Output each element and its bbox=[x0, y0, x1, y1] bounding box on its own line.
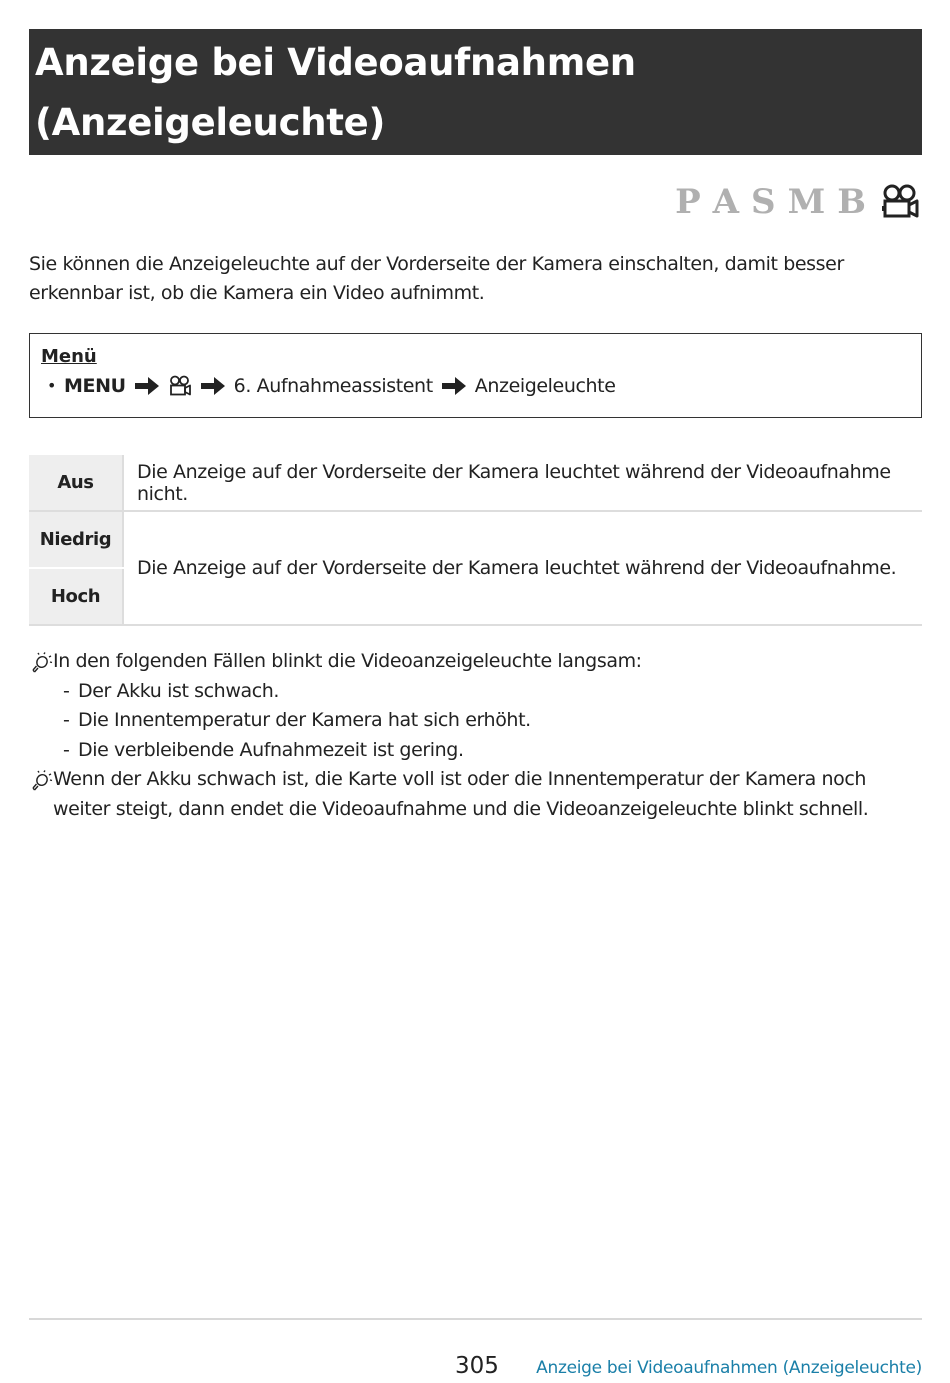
note-text: Wenn der Akku schwach ist, die Karte voll ist oder die Innentemperatur der Kamera noch weiter steigt, dann endet die Videoaufnahme und die Videoanzeigeleuchte blinkt schnell. bbox=[53, 768, 869, 820]
option-aus: Aus bbox=[29, 455, 123, 511]
option-niedrig: Niedrig bbox=[29, 511, 123, 568]
list-item-text: Der Akku ist schwach. bbox=[78, 679, 280, 702]
arrow-right-icon bbox=[134, 376, 160, 396]
list-item-text: Die Innentemperatur der Kamera hat sich erhöht. bbox=[78, 709, 531, 731]
menu-box bbox=[29, 333, 922, 418]
option-description: Die Anzeige auf der Vorderseite der Kamera leuchtet während der Videoaufnahme. bbox=[123, 511, 922, 625]
page-title-bar bbox=[29, 29, 922, 155]
lightbulb-tip-icon bbox=[29, 652, 53, 676]
list-item bbox=[29, 706, 922, 736]
movie-camera-icon bbox=[880, 184, 920, 220]
dash: - bbox=[63, 679, 70, 702]
menu-step-tab: 6. Aufnahmeassistent bbox=[233, 375, 433, 397]
note-text: In den folgenden Fällen blinkt die Videoanzeigeleuchte langsam: bbox=[53, 650, 642, 672]
mode-s: S bbox=[751, 182, 776, 222]
section-link[interactable]: Anzeige bei Videoaufnahmen (Anzeigeleuchte) bbox=[536, 1358, 922, 1378]
option-hoch: Hoch bbox=[29, 568, 123, 625]
menu-step-item: Anzeigeleuchte bbox=[474, 375, 616, 397]
arrow-right-icon bbox=[200, 376, 226, 396]
mode-b: B bbox=[837, 182, 866, 222]
movie-tab-icon bbox=[168, 375, 192, 397]
menu-path bbox=[41, 371, 910, 401]
menu-heading: Menü bbox=[41, 346, 97, 367]
menu-key: MENU bbox=[64, 375, 126, 397]
footer-divider bbox=[29, 1318, 922, 1320]
list-item bbox=[29, 736, 922, 766]
table-row bbox=[29, 455, 922, 511]
dash: - bbox=[63, 709, 70, 731]
page-title-line1: Anzeige bei Videoaufnahmen bbox=[35, 41, 636, 84]
settings-table bbox=[29, 455, 922, 626]
page-number: 305 bbox=[455, 1353, 499, 1379]
tip-note bbox=[29, 647, 922, 677]
mode-p: P bbox=[675, 182, 701, 222]
tip-note bbox=[29, 765, 922, 824]
mode-m: M bbox=[787, 182, 826, 222]
lightbulb-tip-icon bbox=[29, 770, 53, 794]
option-description: Die Anzeige auf der Vorderseite der Kamera leuchtet während der Videoaufnahme nicht. bbox=[123, 455, 922, 511]
shooting-modes bbox=[675, 180, 920, 224]
page-title-line2: (Anzeigeleuchte) bbox=[35, 101, 386, 144]
bullet: • bbox=[47, 376, 57, 395]
list-item bbox=[29, 677, 922, 707]
arrow-right-icon bbox=[441, 376, 467, 396]
dash: - bbox=[63, 738, 70, 761]
table-row bbox=[29, 511, 922, 568]
list-item-text: Die verbleibende Aufnahmezeit ist gering. bbox=[78, 738, 464, 761]
notes bbox=[29, 647, 922, 824]
intro-paragraph: Sie können die Anzeigeleuchte auf der Vorderseite der Kamera einschalten, damit besser erkennbar ist, ob die Kamera ein Video aufnimmt. bbox=[29, 253, 844, 304]
mode-a: A bbox=[712, 182, 740, 222]
